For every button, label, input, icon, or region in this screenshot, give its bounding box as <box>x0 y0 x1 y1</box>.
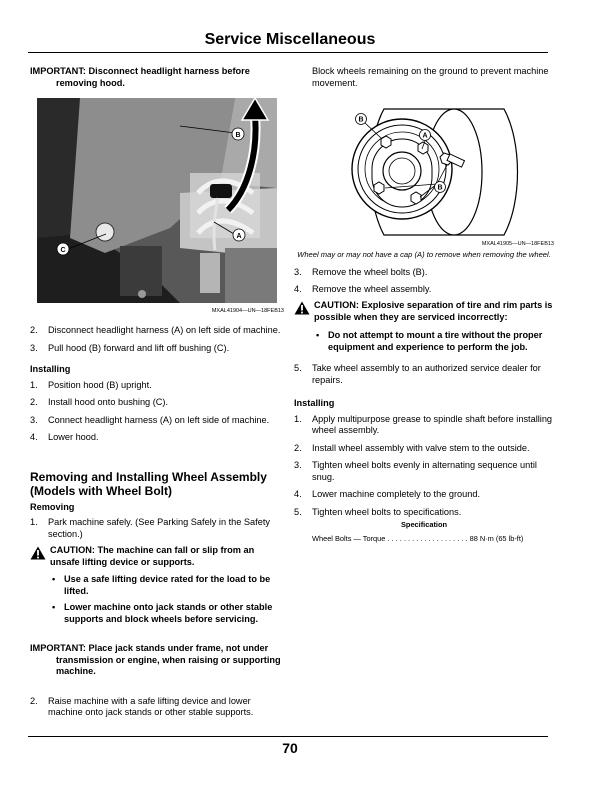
callout-a-cap: A <box>422 132 428 140</box>
installing-heading: Installing <box>294 398 335 408</box>
callout-b-top: B <box>358 116 364 124</box>
right-column <box>294 66 554 544</box>
bullet-item: • Use a safe lifting device rated for the load to be lifted. <box>52 574 271 596</box>
important-note-headlight: IMPORTANT: Disconnect headlight harness before removing hood. <box>30 66 250 88</box>
installing-heading: Installing <box>30 364 71 374</box>
hood-illustration <box>30 98 284 314</box>
step-item: 1. Park machine safely. (See Parking Safely in the Safety section.) <box>30 517 270 539</box>
step-item: 3. Pull hood (B) forward and lift off bushing (C). <box>30 342 230 353</box>
caution-note-tire: CAUTION: Explosive separation of tire and rim parts is possible when they are serviced incorrectly: <box>294 300 554 323</box>
step-item: 4. Remove the wheel assembly. <box>294 283 432 294</box>
callout-a: A <box>236 233 242 240</box>
figure-code: MXAL41905—UN—18FEB13 <box>481 241 554 247</box>
step-item: 1. Apply multipurpose grease to spindle shaft before installing wheel assembly. <box>294 413 553 435</box>
callout-c: C <box>60 247 66 254</box>
step-item: 3. Remove the wheel bolts (B). <box>294 267 428 277</box>
warning-icon <box>30 546 46 560</box>
figure-hood <box>30 98 284 315</box>
step-item: 4. Lower machine completely to the ground. <box>294 489 481 499</box>
wheel-illustration <box>294 107 554 237</box>
header-rule <box>28 52 548 53</box>
footer-rule <box>28 736 548 737</box>
section-heading-wheel: Removing and Installing Wheel Assembly (Models with Wheel Bolt) <box>30 469 267 498</box>
bullet-item: • Do not attempt to mount a tire without the proper equipment and experience to perform the job. <box>316 330 543 352</box>
step-item: 2. Install hood onto bushing (C). <box>30 397 169 407</box>
figure-caption: Wheel may or may not have a cap (A) to remove when removing the wheel. <box>297 250 551 259</box>
step-item: 4. Lower hood. <box>30 432 99 442</box>
specification-row: Wheel Bolts — Torque . . . . . . . . . . . . . . . . . . . . 88 N·m (65 lb-ft) <box>312 533 524 543</box>
step-item: 5. Tighten wheel bolts to specifications. <box>294 506 462 517</box>
callout-b-bottom: B <box>437 184 443 192</box>
caution-note-lifting: CAUTION: The machine can fall or slip from an unsafe lifting device or supports. <box>30 545 284 568</box>
intro-text: Block wheels remaining on the ground to prevent machine movement. <box>312 66 549 88</box>
step-item: 3. Connect headlight harness (A) on left side of machine. <box>30 414 270 425</box>
removing-heading: Removing <box>30 501 75 512</box>
step-item: 2. Disconnect headlight harness (A) on left side of machine. <box>30 325 281 335</box>
callout-b: B <box>235 132 241 139</box>
bullet-item: • Lower machine onto jack stands or other stable supports and block wheels before servicing. <box>52 602 273 624</box>
step-item: 2. Install wheel assembly with valve stem to the outside. <box>294 442 530 453</box>
step-item: 1. Position hood (B) upright. <box>30 379 152 390</box>
step-item: 3. Tighten wheel bolts evenly in alternating sequence until snug. <box>294 460 537 482</box>
figure-wheel <box>294 107 554 259</box>
important-note-jack-stands: IMPORTANT: Place jack stands under frame, not under transmission or engine, when raising or supporting machine. <box>30 643 281 676</box>
step-item: 2. Raise machine with a safe lifting device and lower machine onto jack stands or other stable supports. <box>30 695 254 717</box>
step-item: 5. Take wheel assembly to an authorized service dealer for repairs. <box>294 363 541 385</box>
page-title: Service Miscellaneous <box>204 31 376 48</box>
figure-code: MXAL41904—UN—18FEB13 <box>211 308 284 314</box>
warning-icon <box>294 301 310 315</box>
specification-heading: Specification <box>401 520 447 529</box>
page-number: 70 <box>282 740 298 756</box>
left-column <box>30 66 284 719</box>
